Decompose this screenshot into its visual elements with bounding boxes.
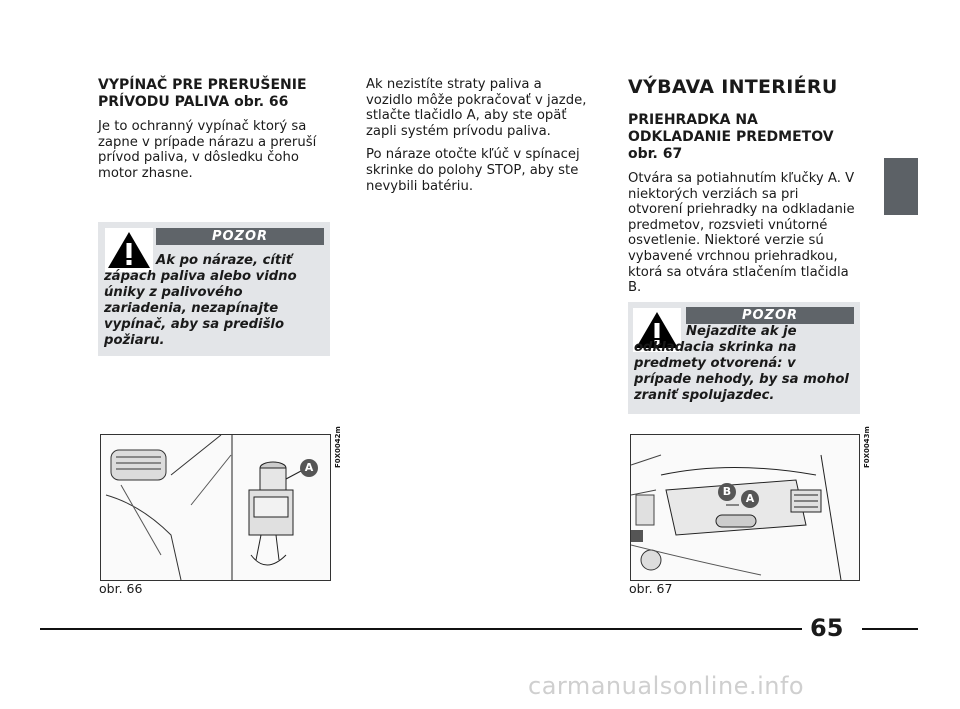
footer-rule-left <box>40 628 802 630</box>
warning-box-fuel <box>98 222 330 356</box>
subsection-heading-glovebox: PRIEHRADKA NA ODKLADANIE PREDMETOV obr. 67 <box>628 112 834 162</box>
warning-box-glovebox <box>628 302 860 414</box>
glovebox-illustration <box>631 435 859 580</box>
right-column <box>628 76 856 296</box>
callout-b-icon: B <box>718 483 736 501</box>
callout-a-icon: A <box>741 490 759 508</box>
figure-67 <box>630 434 860 581</box>
left-column <box>98 77 320 181</box>
figure-caption: obr. 67 <box>629 581 673 596</box>
middle-column <box>366 77 592 194</box>
figure-code: F0X0042m <box>334 426 342 468</box>
fuel-cutoff-body: Je to ochranný vypínač ktorý sa zapne v prípade nárazu a preruší prívod paliva, v dôsledku čoho motor zhasne. <box>98 119 317 181</box>
figure-caption: obr. 66 <box>99 581 143 596</box>
page-number: 65 <box>810 614 844 642</box>
watermark: carmanualsonline.info <box>528 672 805 700</box>
warning-text: Ak po náraze, cítiť zápach paliva alebo vidno úniky z palivového zariadenia, nezapínajte vypínač, aby sa predišlo požiaru. <box>104 253 297 348</box>
warning-text: Nejazdite ak je odkladacia skrinka na predmety otvorená: v prípade nehody, by sa mohol zraniť spolujazdec. <box>634 324 849 403</box>
chapter-tab <box>884 158 918 215</box>
section-heading-fuel-cutoff: VYPÍNAČ PRE PRERUŠENIE PRÍVODU PALIVA obr. 66 <box>98 77 307 110</box>
figure-code: F0X0043m <box>863 426 871 468</box>
footer-rule-right <box>862 628 918 630</box>
middle-paragraph-2: Po náraze otočte kľúč v spínacej skrinke do polohy STOP, aby ste nevybili batériu. <box>366 147 580 194</box>
figure-66 <box>100 434 331 581</box>
fuel-cutoff-illustration <box>101 435 330 580</box>
glovebox-body: Otvára sa potiahnutím kľučky A. V niektorých verziách sa pri otvorení priehradky na odkladanie predmetov, rozsvieti vnútorné osvetlenie. Niektoré verzie sú vybavené vrchnou priehradkou, ktorá sa otvára stlačením tlačidla B. <box>628 171 855 296</box>
warning-label: POZOR <box>686 307 854 324</box>
warning-label: POZOR <box>156 228 324 245</box>
callout-a-icon: A <box>300 459 318 477</box>
middle-paragraph-1: Ak nezistíte straty paliva a vozidlo môže pokračovať v jazde, stlačte tlačidlo A, aby ste opäť zapli systém prívodu paliva. <box>366 77 587 139</box>
section-title-interior: VÝBAVA INTERIÉRU <box>628 76 838 98</box>
